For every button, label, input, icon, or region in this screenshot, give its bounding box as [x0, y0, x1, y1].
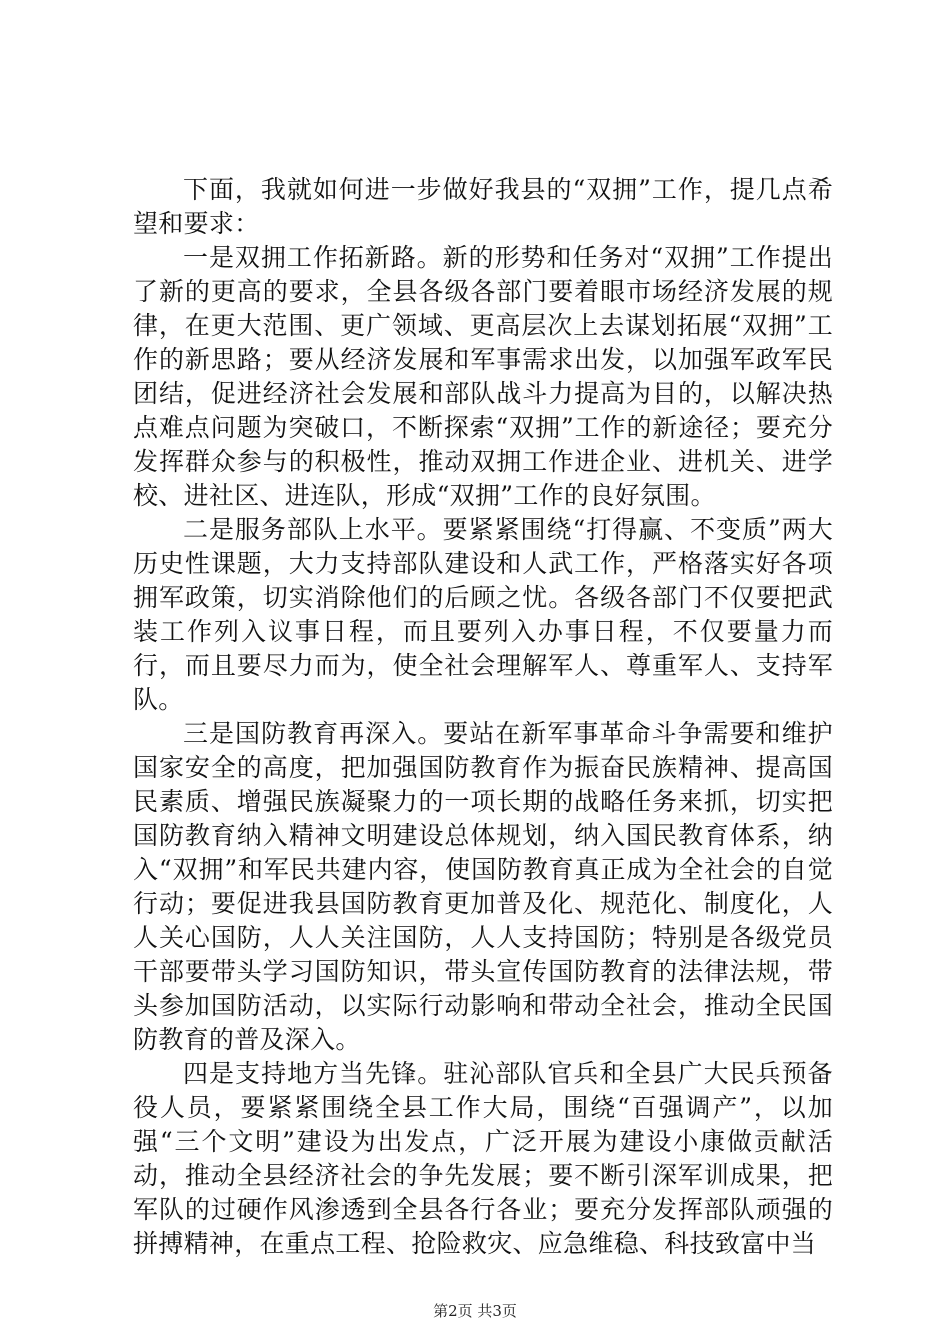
- body-text: [133, 173, 833, 1261]
- page-number-footer: 第2页 共3页: [433, 1302, 517, 1320]
- paragraph-intro: 下面，我就如何进一步做好我县的“双拥”工作，提几点希望和要求：: [133, 175, 833, 238]
- paragraph-point-two: 二是服务部队上水平。要紧紧围绕“打得赢、不变质”两大历史性课题，大力支持部队建设和人武工作，严格落实好各项拥军政策，切实消除他们的后顾之忧。各级各部门不仅要把武装工作列入议事日程，而且要列入办事日程，不仅要量力而行，而且要尽力而为，使全社会理解军人、尊重军人、支持军队。: [133, 515, 833, 714]
- paragraph-point-three: 三是国防教育再深入。要站在新军事革命斗争需要和维护国家安全的高度，把加强国防教育作为振奋民族精神、提高国民素质、增强民族凝聚力的一项长期的战略任务来抓，切实把国防教育纳入精神文明建设总体规划，纳入国民教育体系，纳入“双拥”和军民共建内容，使国防教育真正成为全社会的自觉行动；要促进我县国防教育更加普及化、规范化、制度化，人人关心国防，人人关注国防，人人支持国防；特别是各级党员干部要带头学习国防知识，带头宣传国防教育的法律法规，带头参加国防活动，以实际行动影响和带动全社会，推动全民国防教育的普及深入。: [133, 719, 833, 1054]
- paragraph-point-four: 四是支持地方当先锋。驻沁部队官兵和全县广大民兵预备役人员，要紧紧围绕全县工作大局，围绕“百强调产”，以加强“三个文明”建设为出发点，广泛开展为建设小康做贡献活动，推动全县经济社会的争先发展；要不断引深军训成果，把军队的过硬作风渗透到全县各行各业；要充分发挥部队顽强的拼搏精神，在重点工程、抢险救灾、应急维稳、科技致富中当: [133, 1059, 833, 1258]
- paragraph-point-one: 一是双拥工作拓新路。新的形势和任务对“双拥”工作提出了新的更高的要求，全县各级各部门要着眼市场经济发展的规律，在更大范围、更广领域、更高层次上去谋划拓展“双拥”工作的新思路；要从经济发展和军事需求出发，以加强军政军民团结，促进经济社会发展和部队战斗力提高为目的，以解决热点难点问题为突破口，不断探索“双拥”工作的新途径；要充分发挥群众参与的积极性，推动双拥工作进企业、进机关、进学校、进社区、进连队，形成“双拥”工作的良好氛围。: [133, 243, 833, 510]
